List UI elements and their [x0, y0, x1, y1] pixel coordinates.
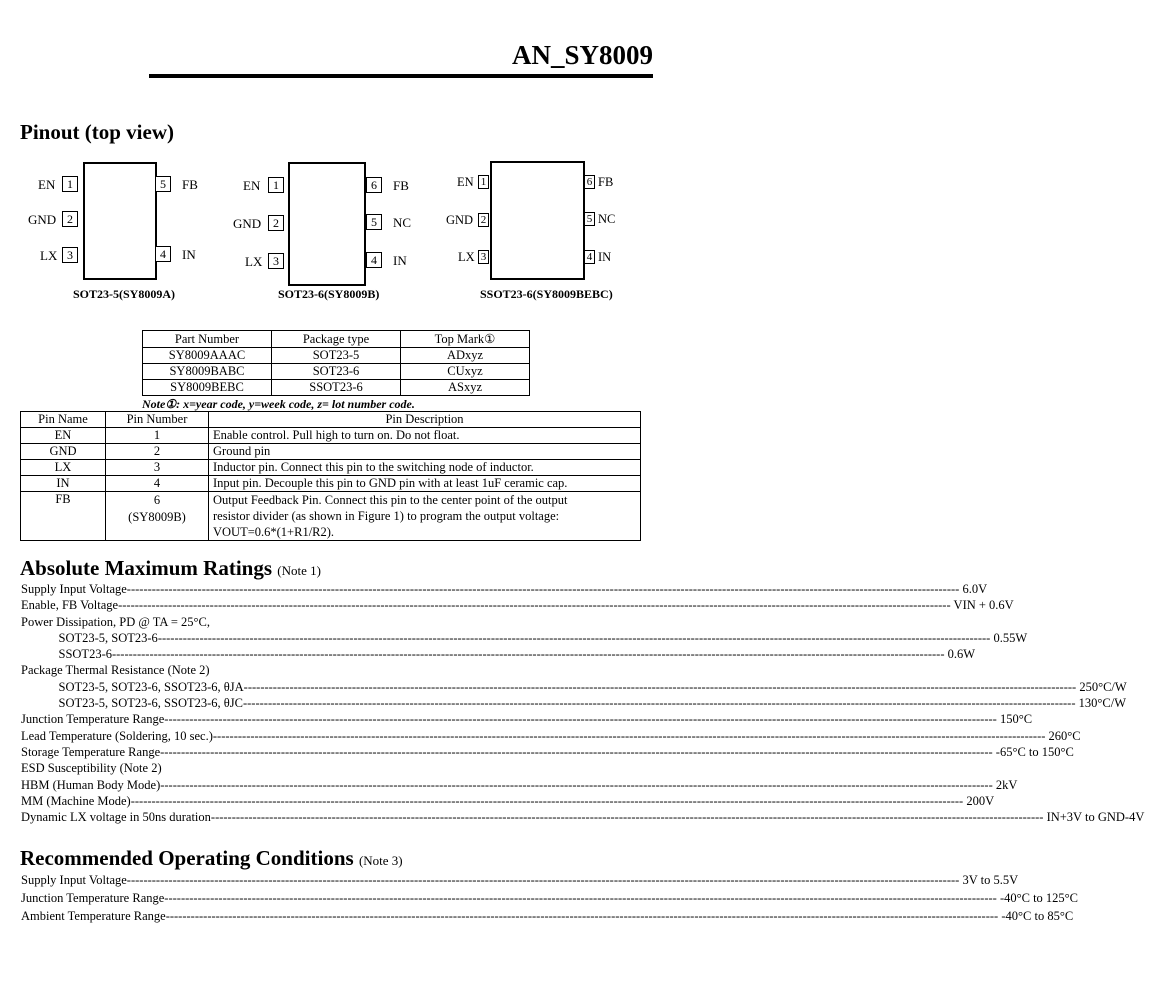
leader-dashes: --------------------------------------------------------------------------------------------------------------------------------------------------------------------------------------------------------	[160, 744, 993, 759]
spec-label: Supply Input Voltage	[21, 582, 127, 596]
spec-line	[21, 630, 1028, 646]
pin-label-lx: LX	[245, 254, 263, 269]
table-cell: Ground pin	[209, 444, 641, 460]
table-row	[21, 444, 641, 460]
table-cell: ASxyz	[401, 380, 530, 396]
table-row	[143, 348, 530, 364]
pin-number: 2	[478, 213, 489, 227]
spec-line	[21, 711, 1033, 727]
leader-dashes: --------------------------------------------------------------------------------------------------------------------------------------------------------------------------------------------------------	[160, 777, 993, 792]
table-cell: FB	[21, 492, 106, 541]
table-row	[143, 380, 530, 396]
column-header: Pin Name	[21, 412, 106, 428]
table-row	[21, 476, 641, 492]
pin-label-gnd: GND	[233, 216, 262, 231]
leader-dashes: --------------------------------------------------------------------------------------------------------------------------------------------------------------------------------------------------------	[164, 712, 997, 727]
pin-number-value: 6	[153, 493, 161, 507]
pin-number: 1	[268, 177, 284, 193]
spec-line	[21, 793, 995, 809]
pin-label-fb: FB	[182, 177, 198, 192]
pin-label-gnd: GND	[446, 213, 474, 227]
pin-number: 5	[366, 214, 382, 230]
abs-max-heading	[20, 556, 321, 581]
table-cell: SSOT23-6	[272, 380, 401, 396]
table-cell: SOT23-6	[272, 364, 401, 380]
spec-line	[21, 662, 661, 678]
spec-value: 150°C	[996, 712, 1033, 727]
chip-body	[288, 162, 366, 286]
spec-value: IN+3V to GND-4V	[1043, 810, 1145, 825]
spec-label: SOT23-5, SOT23-6, SSOT23-6, θJA	[21, 679, 244, 694]
leader-dashes: --------------------------------------------------------------------------------------------------------------------------------------------------------------------------------------------------------	[165, 909, 999, 923]
pin-number: 4	[584, 250, 595, 264]
pin-label-nc: NC	[393, 215, 412, 230]
spec-value: 200V	[963, 793, 995, 808]
spec-value: 250°C/W	[1076, 679, 1127, 694]
leader-dashes: --------------------------------------------------------------------------------------------------------------------------------------------------------------------------------------------------------	[130, 793, 964, 808]
spec-label: SSOT23-6	[21, 647, 112, 662]
pin-number: 5	[155, 176, 171, 192]
leader-dashes: --------------------------------------------------------------------------------------------------------------------------------------------------------------------------------------------------------	[210, 810, 1044, 825]
rec-op-list	[21, 871, 1079, 925]
pin-number: 5	[584, 212, 595, 226]
chip-body	[490, 161, 585, 280]
table-row	[21, 460, 641, 476]
table-cell: CUxyz	[401, 364, 530, 380]
heading-text: Absolute Maximum Ratings	[20, 556, 273, 580]
spec-line	[21, 597, 1014, 613]
table-cell: IN	[21, 476, 106, 492]
spec-label: Junction Temperature Range	[21, 891, 165, 905]
spec-line	[21, 695, 1126, 711]
column-header: Part Number	[143, 331, 272, 348]
table-cell: SY8009AAAC	[143, 348, 272, 364]
spec-value: -40°C to 125°C	[996, 891, 1079, 905]
pin-label-lx: LX	[458, 250, 475, 264]
spec-line	[21, 760, 661, 776]
pin-label-fb: FB	[598, 175, 614, 189]
table-cell: Inductor pin. Connect this pin to the switching node of inductor.	[209, 460, 641, 476]
spec-label: MM (Machine Mode)	[21, 793, 131, 808]
leader-dashes: --------------------------------------------------------------------------------------------------------------------------------------------------------------------------------------------------------	[126, 582, 960, 596]
table-row	[21, 428, 641, 444]
column-header: Pin Description	[209, 412, 641, 428]
package-name: SOT23-5(SY8009A)	[73, 287, 176, 301]
table-cell: 2	[106, 444, 209, 460]
table-cell: EN	[21, 428, 106, 444]
spec-value: 0.55W	[990, 630, 1028, 645]
table-cell: 3	[106, 460, 209, 476]
pin-label-lx: LX	[40, 248, 58, 263]
description-line: VOUT=0.6*(1+R1/R2).	[213, 525, 335, 539]
pin-number: 3	[268, 253, 284, 269]
spec-value: 2kV	[992, 777, 1018, 792]
spec-label: Power Dissipation, PD @ TA = 25°C,	[21, 614, 211, 629]
spec-value: -65°C to 150°C	[992, 744, 1074, 759]
table-header-row	[21, 412, 641, 428]
pin-number: 2	[268, 215, 284, 231]
spec-line	[21, 614, 661, 630]
table-cell: LX	[21, 460, 106, 476]
pin-number: 6	[584, 175, 595, 189]
table-cell: 4	[106, 476, 209, 492]
heading-text: Recommended Operating Conditions	[20, 846, 354, 870]
pinout-heading: Pinout (top view)	[20, 120, 174, 144]
description-line: Output Feedback Pin. Connect this pin to the center point of the output	[213, 493, 568, 507]
spec-line	[21, 889, 1079, 907]
ordering-table	[142, 330, 530, 396]
spec-value: 3V to 5.5V	[959, 873, 1019, 887]
table-cell: SY8009BABC	[143, 364, 272, 380]
spec-label: SOT23-5, SOT23-6, SSOT23-6, θJC	[21, 696, 243, 711]
spec-value: -40°C to 85°C	[998, 909, 1074, 923]
pin-number: 1	[62, 176, 78, 192]
column-header: Pin Number	[106, 412, 209, 428]
spec-label: Package Thermal Resistance (Note 2)	[21, 663, 210, 678]
table-cell: ADxyz	[401, 348, 530, 364]
pin-label-in: IN	[182, 247, 196, 262]
table-cell: SY8009BEBC	[143, 380, 272, 396]
column-header: Top Mark①	[401, 331, 530, 348]
table-cell: SOT23-5	[272, 348, 401, 364]
spec-label: Ambient Temperature Range	[21, 909, 166, 923]
spec-line	[21, 777, 1018, 793]
spec-label: SOT23-5, SOT23-6	[21, 630, 158, 645]
leader-dashes: --------------------------------------------------------------------------------------------------------------------------------------------------------------------------------------------------------	[118, 598, 951, 613]
spec-line	[21, 871, 1019, 889]
heading-note: (Note 3)	[358, 853, 403, 868]
spec-label: Lead Temperature (Soldering, 10 sec.)	[21, 728, 213, 743]
table-header-row	[143, 331, 530, 348]
pin-label-fb: FB	[393, 178, 409, 193]
spec-label: Dynamic LX voltage in 50ns duration	[21, 810, 211, 825]
header-rule	[149, 74, 653, 78]
pin-number: 1	[478, 175, 489, 189]
pin-number-variant: (SY8009B)	[128, 510, 186, 524]
spec-line	[21, 581, 988, 597]
spec-value: 6.0V	[959, 582, 988, 596]
leader-dashes: --------------------------------------------------------------------------------------------------------------------------------------------------------------------------------------------------------	[242, 696, 1076, 711]
pin-description-table	[20, 411, 641, 541]
table-row	[21, 492, 641, 541]
pin-label-en: EN	[38, 177, 56, 192]
table-row	[143, 364, 530, 380]
spec-value: 260°C	[1045, 728, 1081, 743]
leader-dashes: --------------------------------------------------------------------------------------------------------------------------------------------------------------------------------------------------------	[126, 873, 960, 887]
leader-dashes: --------------------------------------------------------------------------------------------------------------------------------------------------------------------------------------------------------	[157, 630, 991, 645]
pin-label-in: IN	[393, 253, 407, 268]
table-cell: GND	[21, 444, 106, 460]
pin-label-nc: NC	[598, 212, 616, 226]
spec-line	[21, 679, 1127, 695]
spec-line	[21, 744, 1074, 760]
abs-max-list	[21, 581, 1145, 825]
pin-number: 4	[155, 246, 171, 262]
spec-value: VIN + 0.6V	[950, 598, 1014, 613]
leader-dashes: --------------------------------------------------------------------------------------------------------------------------------------------------------------------------------------------------------	[111, 647, 945, 662]
pin-number: 3	[62, 247, 78, 263]
spec-line	[21, 809, 1145, 825]
spec-line	[21, 728, 1081, 744]
pin-number: 3	[478, 250, 489, 264]
pin-label-en: EN	[243, 178, 261, 193]
ordering-note: Note①: x=year code, y=week code, z= lot number code.	[142, 397, 415, 411]
pin-label-gnd: GND	[28, 212, 57, 227]
leader-dashes: --------------------------------------------------------------------------------------------------------------------------------------------------------------------------------------------------------	[212, 728, 1046, 743]
rec-op-heading	[20, 846, 403, 871]
pin-label-in: IN	[598, 250, 612, 264]
spec-line	[21, 646, 976, 662]
pin-number: 2	[62, 211, 78, 227]
document-id: AN_SY8009	[511, 40, 653, 70]
package-name: SSOT23-6(SY8009BEBC)	[480, 287, 613, 301]
spec-label: Junction Temperature Range	[21, 712, 165, 727]
spec-line	[21, 907, 1074, 925]
table-cell: 1	[106, 428, 209, 444]
table-cell: Input pin. Decouple this pin to GND pin with at least 1uF ceramic cap.	[209, 476, 641, 492]
leader-dashes: --------------------------------------------------------------------------------------------------------------------------------------------------------------------------------------------------------	[243, 679, 1077, 694]
pin-number: 4	[366, 252, 382, 268]
table-cell	[106, 492, 209, 541]
pin-number: 6	[366, 177, 382, 193]
spec-value: 130°C/W	[1075, 696, 1126, 711]
package-name: SOT23-6(SY8009B)	[278, 287, 380, 301]
spec-label: Storage Temperature Range	[21, 744, 161, 759]
heading-note: (Note 1)	[277, 563, 321, 578]
chip-body	[83, 162, 157, 280]
spec-label: Enable, FB Voltage	[21, 598, 119, 613]
spec-label: Supply Input Voltage	[21, 873, 127, 887]
spec-value: 0.6W	[944, 647, 976, 662]
description-line: resistor divider (as shown in Figure 1) to program the output voltage:	[213, 509, 560, 523]
leader-dashes: --------------------------------------------------------------------------------------------------------------------------------------------------------------------------------------------------------	[164, 891, 997, 905]
spec-label: ESD Susceptibility (Note 2)	[21, 761, 162, 776]
table-cell	[209, 492, 641, 541]
spec-label: HBM (Human Body Mode)	[21, 777, 161, 792]
column-header: Package type	[272, 331, 401, 348]
table-cell: Enable control. Pull high to turn on. Do not float.	[209, 428, 641, 444]
pin-label-en: EN	[457, 175, 474, 189]
